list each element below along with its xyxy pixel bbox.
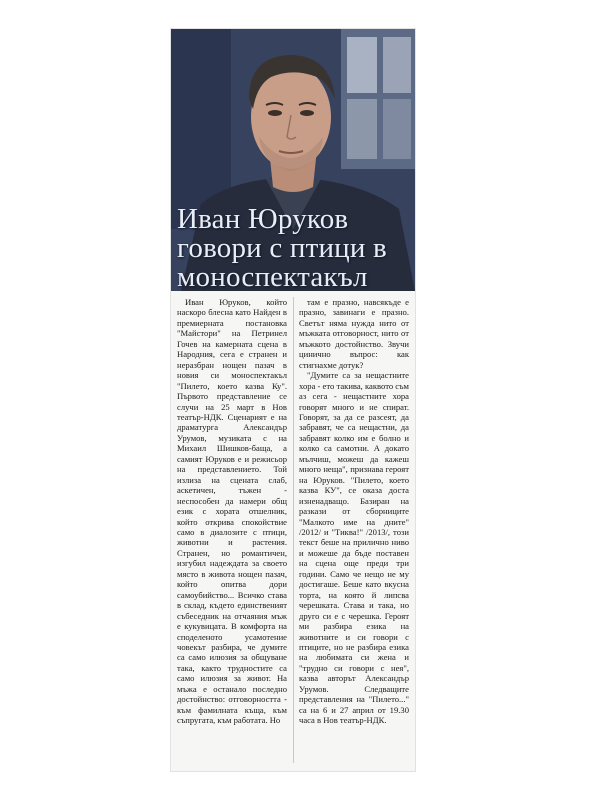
article-body [177, 297, 411, 767]
headline [177, 205, 413, 291]
paragraph: Иван Юруков, който наскоро блесна като Найден в премиерната постановка "Майстори" на Петринел Гочев на камерната сцена в Народния, сега е странен и неразбран нощен пазач в новия си моноспектакъл "Пилето, което казва Ку". Първото представление се случи на 25 март в Нов театър-НДК. Сценарият е на драматурга Александър Урумов, музиката с на Михаил Шишков-баща, а самият Юруков е и режисьор на представлението. Той излиза на сцената слаб, аскетичен, тъжен - неспособен да намери общ език с хората отшелник, който открива спокойствие само в диалозите с птици, животни и растения. Странен, но романтичен, изгубил надеждата за своето място в живота нощен пазач, който опитва дори самоубийство... Всичко става в склад, където единственият събеседник на отчаяния мъж е кукувицата. В комфорта на споделеното усамотение човекът разбира, че думите са само илюзия за общуване така, както трудностите са само илюзия за живот. На мъжа е останало последно достойнство: отговорността - към фамилната къща, към съпругата, към работата. Но [177, 297, 287, 726]
column-divider [293, 297, 294, 763]
article-column-right [299, 297, 409, 726]
article-column-left [177, 297, 287, 726]
headline-line-3: моноспектакъл [177, 261, 368, 291]
paragraph: там е празно, навсякъде е празно, завинаги е празно. Светът няма нужда нито от мъжката отговорност, нито от мъжкото достойнство. Звучи цинично въпрос: как стигнахме дотук? [299, 297, 409, 370]
newspaper-clipping [170, 28, 416, 772]
paragraph: "Думите са за нещастните хора - ето такива, каквото съм аз сега - нещастните хора говорят много и не спират. Говорят, за да се разсеят, да забравят, че са нещастни, да забравят колко им е болно и колко са самотни. А докато мълчиш, можеш да кажеш много неща", признава героят на Юруков. "Пилето, което казва КУ", се оказа доста изненадващо. Базиран на разкази от сборниците "Малкото име на дните" /2012/ и "Тиква!" /2013/, този текст беше на прилично ниво и можеше да бъде поставен на сцена още преди три години. Само че нещо не му достигаше. Беше като вкусна торта, на която й липсва черешката. Става и така, но друго си е с черешка. Героят ми разбира езика на животните и си говори с птиците, но не разбира езика на любимата си жена и "трудно си говори с нея", казва авторът Александър Урумов. Следващите представления на "Пилето..." са на 6 и 27 април от 19.30 часа в Нов театър-НДК. [299, 370, 409, 726]
headline-line-1: Иван Юруков [177, 203, 349, 235]
portrait-photo [171, 29, 415, 291]
headline-line-2: говори с птици в [177, 232, 387, 264]
